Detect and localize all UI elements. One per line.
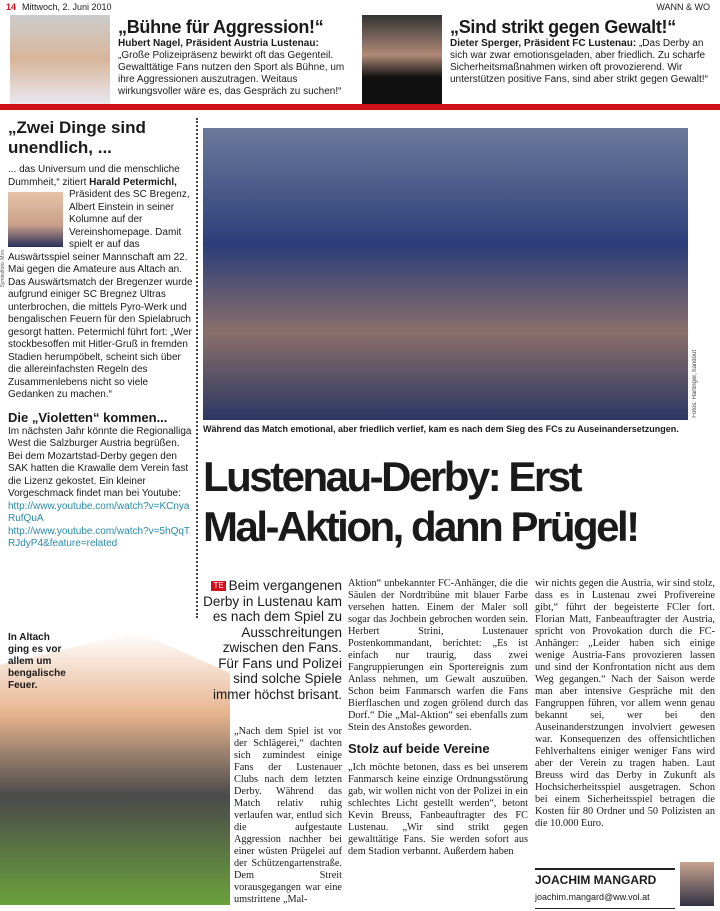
youtube-link-2[interactable]: http://www.youtube.com/watch?v=5hQqTRJdyP4&feature=related [8,525,191,549]
author-email[interactable]: joachim.mangard@ww.vol.at [535,892,650,902]
quote-sperger [450,16,714,86]
portrait-petermichl [8,192,63,247]
sidebar-photo-credit: Symbolfoto: Miro [0,250,6,288]
article-column-3: wir nichts gegen die Austria, wir sind stolz, dass es in Lustenau zwei Profivereine gibt,“ führt der begeisterte FCler fort. Florian Matt, Fanbeauftragter der Austria, spricht von Provokation durch die FC-Anhänger: „Leider haben sich einige wenige Austria-Fans provozieren lassen und sind der Konfrontation nicht aus dem Weg gegangen.“ Nach der Saison werde man aber intensive Gespräche mit den Fangruppen führen, vor allem wenn genau bekannt sei, wer bei den Auseinanderstzungen involviert gewesen war. Konsequenzen des offensichtlichen Fehlverhaltens einiger weniger Fans wird aber der Verein zu tragen haben. Laut Breuss wird das Derby in Zukunft als Hochsicherheitsspiel ausgetragen. Schon bei einem Sicherheitsspiel betragen die Kosten für 80 Ordner und 50 Polizisten an die 10.000 Euro. [535,578,715,829]
article-column-2: Aktion“ unbekannter FC-Anhänger, die die Säulen der Nordtribüne mit blauer Farbe versehen hatten. Einem der Maler soll sogar das Jochbein gebrochen worden sein. Herbert Strini, Lustenauer Postenkommandant, berichtet: „Es ist einfach nur traurig, dass zwei Fangruppierungen ein Sportereignis zum Anlass nehmen, um Gewalt auszuüben. Schon beim Fanmarsch warfen die Fans Bierflaschen und zogen grölend durch das Dorf.“ Die „Mal-Aktion“ sei ebenfalls zum Stein des Anstoßes geworden. Stolz auf beide Vereine „Ich möchte betonen, dass es bei unserem Fanmarsch keine einzige Ordnungsstörung gab, wir wollen nicht von der Polizei in ein schlechtes Licht gestellt werden“, betont Kevin Breuss, Fanbeauftragter des FC Lustenau. „Wir sind strikt gegen gewalttätige Fans. Sie werden sofort aus dem Stadion verbannt. Außerdem haben [348,578,528,857]
fans-crowd-photo [203,128,688,420]
sidebar-subtitle: Die „Violetten“ kommen... [8,409,168,425]
quote-author: Dieter Sperger, Präsident FC Lustenau: [450,38,637,49]
quote-title: „Sind strikt gegen Gewalt!“ [450,17,676,37]
quote-title: „Bühne für Aggression!“ [118,17,324,37]
quote-author: Hubert Nagel, Präsident Austria Lustenau: [118,38,319,49]
author-box [535,868,675,909]
author-portrait [680,862,714,906]
page-header [0,0,720,13]
headline: Lustenau-Derby: Erst Mal-Aktion, dann Prügel! [203,453,638,550]
sidebar-subtext: Im nächsten Jahr könnte die Regionalliga West die Salzburger Austria begrüßen. Bei dem Mozartstad-Derby gegen den SAK hatten die Krawalle dem Verein fast die Lizenz gekostet. Ein kleiner Vorgeschmack findet man bei Youtube: [8,425,192,499]
fight-photo-caption: In Altach ging es vor allem um bengalische Feuer. [8,632,66,691]
quote-nagel [118,16,350,98]
section-name: WANN & WO [656,2,710,12]
quote-text: „Das Derby an sich war zwar emotionsgeladen, aber friedlich. Zu scharfe Sicherheitsmaßnahmen wirken oft provozierend. Wir unterstützen positive Fans, sind aber strikt gegen Gewalt!“ [450,38,708,85]
author-name: JOACHIM MANGARD [535,873,657,887]
photo-credit: Fotos: Hartinger, handout [692,350,698,418]
subheading: Stolz auf beide Vereine [348,741,490,756]
article-column-1: „Nach dem Spiel ist vor der Schlägerei,“ dachten sich zumindest einige Fans der Lustenauer Clubs nach dem letzten Derby. Während das Match relativ ruhig verlaufen war, entlud sich die aufgestaute Aggression nachher bei einer wüsten Prügelei auf der Schützengartenstraße. Dem Streit vorausgegangen war eine umstrittene „Mal- [234,726,342,905]
sidebar-column [8,118,193,551]
photo-caption: Während das Match emotional, aber friedlich verlief, kam es nach dem Sieg des FCs zu Auseinandersetzungen. [203,424,679,434]
column-divider [196,118,198,618]
issue-date: Mittwoch, 2. Juni 2010 [22,2,112,12]
portrait-hubert-nagel [10,15,110,104]
tag-icon: TE [213,581,224,591]
sidebar-text: ... das Universum und die menschliche Dummheit,“ zitiert Harald Petermichl, Präsident des SC Bregenz, Albert Einstein in seiner Kolumne auf der Vereinshomepage. Damit spielt er auf das Auswärtsspiel seiner Mannschaft am 22. Mai gegen die Amateure aus Altach an. Das Auswärtsmatch der Bregenzer wurde aufgrund einiger SC Bregnez Ultras unterbrochen, die mittels Pyro-Werk und bengalischen Feuern für den Spielabruch gesorgt hatten. Petermichl führt fort: „Wer stockbesoffen mit Hitler-Gruß in fremden Stadien herumpöbelt, scheint sich über die allereinfachsten Regeln des Zusammenlebens nicht so viele Gedanken zu machen.“ [8,164,193,400]
lead-paragraph: TE Beim vergangenen Derby in Lustenau kam es nach dem Spiel zu Ausschreitungen zwischen den Fans. Für Fans und Polizei sind solche Spiele immer höchst brisant. [203,578,342,702]
sidebar-title: „Zwei Dinge sind unendlich, ... [8,118,146,157]
youtube-link-1[interactable]: http://www.youtube.com/watch?v=KCnyaRufQuA [8,500,190,524]
red-divider [0,104,720,110]
page-number: 14 [6,2,17,12]
quote-text: „Große Polizeipräsenz bewirkt oft das Gegenteil. Gewalttätige Fans nutzen den Sport als Bühne, um ihre Aggressionen auszutragen. Weitaus wirkungsvoller wäre es, das Gespräch zu suchen!“ [118,50,345,97]
portrait-dieter-sperger [362,15,442,104]
